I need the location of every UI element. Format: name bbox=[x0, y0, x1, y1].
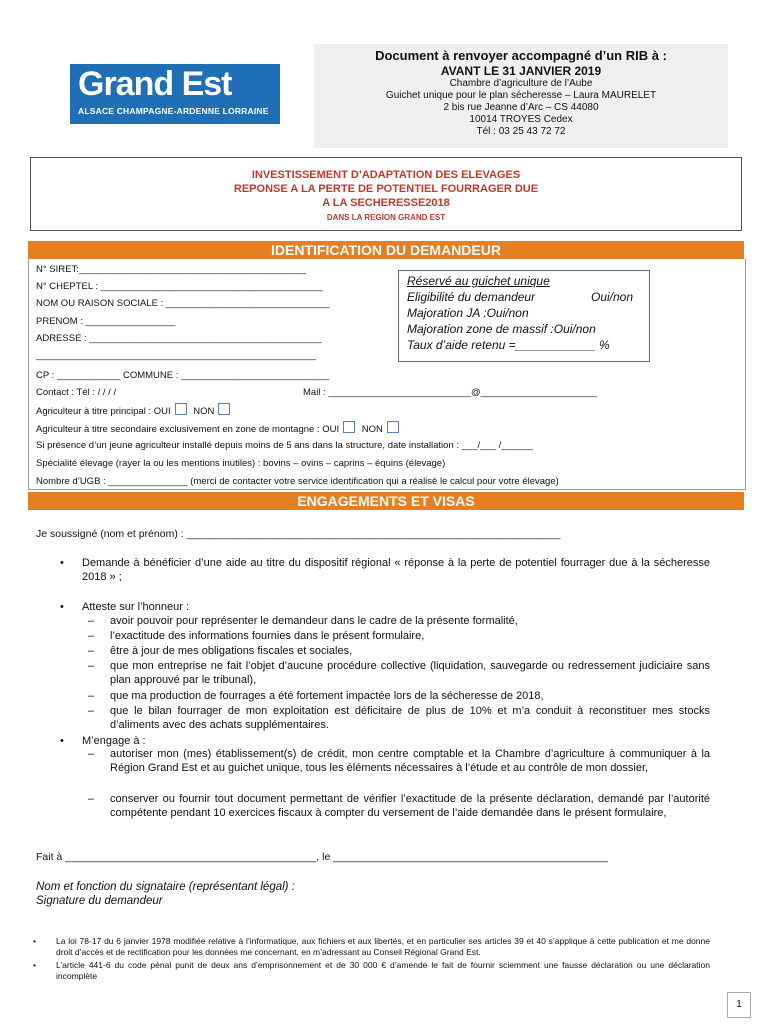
majoration-massif: Majoration zone de massif :Oui/non bbox=[407, 322, 596, 336]
jeune-agriculteur-field[interactable]: Si présence d’un jeune agriculteur installé depuis moins de 5 ans dans la structure, date installation : ___/___ /______ bbox=[36, 440, 533, 451]
contact-tel-field[interactable]: Contact : Tél : / / / / bbox=[36, 387, 117, 398]
fait-a-field[interactable]: Fait à ___________________________________________, le _______________________________________________ bbox=[36, 851, 608, 863]
signature-label: Signature du demandeur bbox=[36, 895, 163, 907]
return-address-box bbox=[314, 44, 728, 148]
dash: – bbox=[88, 793, 95, 805]
footnote-cnil: La loi 78-17 du 6 janvier 1978 modifiée relative à l’informatique, aux fichiers et aux libertés, et en particulier ses articles 39 et 40 s’applique à cette publication et me donne droit d’accès et de rectification pour les données me concernant, en m’adressant au Conseil Régional Grand Est. bbox=[56, 936, 710, 957]
bullet: • bbox=[60, 735, 64, 747]
secondaire-oui-checkbox[interactable] bbox=[343, 421, 355, 433]
dash: – bbox=[88, 645, 95, 657]
demande-text: Demande à bénéficier d’une aide au titre du dispositif régional « réponse à la perte de potentiel fourrager due à la sécheresse 2018 » ; bbox=[82, 557, 710, 583]
eligibilite-ouinon: Oui/non bbox=[591, 290, 634, 304]
bullet: • bbox=[33, 936, 36, 946]
reserve-guichet-box bbox=[398, 270, 650, 362]
page-number: 1 bbox=[727, 992, 751, 1018]
return-heading: Document à renvoyer accompagné d’un RIB à : bbox=[375, 48, 667, 63]
prenom-field[interactable]: PRENOM : _________________ bbox=[36, 316, 176, 327]
title-line: REPONSE A LA PERTE DE POTENTIEL FOURRAGER DUE bbox=[233, 183, 539, 195]
atteste-item: que le bilan fourrager de mon exploitation est déficitaire de plus de 10% et m’a conduit à reconstituer mes stocks d’aliments avec des achats supplémentaires. bbox=[110, 705, 710, 731]
footnote-penal: L’article 441-6 du code pénal punit de deux ans d’emprisonnement et de 30 000 € d’amende le fait de fournir sciemment une fausse déclaration ou une déclaration incomplète bbox=[56, 960, 710, 981]
secondaire-non-label: NON bbox=[361, 424, 383, 435]
logo-text: Grand Est bbox=[78, 65, 232, 103]
bullet: • bbox=[60, 601, 64, 613]
atteste-item: avoir pouvoir pour représenter le demandeur dans le cadre de la présente formalité, bbox=[110, 615, 518, 627]
document-title-box bbox=[30, 157, 742, 231]
mail-field[interactable]: Mail : ___________________________@______________________ bbox=[303, 387, 597, 398]
ugb-field[interactable]: Nombre d’UGB : _______________ (merci de contacter votre service identification qui a réalisé le calcul pour votre élevage) bbox=[36, 476, 559, 487]
nom-fonction-label: Nom et fonction du signataire (représentant légal) : bbox=[36, 881, 295, 893]
atteste-item: l’exactitude des informations fournies dans le présent formulaire, bbox=[110, 630, 425, 642]
address-line: 10014 TROYES Cedex bbox=[469, 114, 573, 125]
principal-non-label: NON bbox=[193, 406, 215, 417]
title-line: A LA SECHERESSE2018 bbox=[322, 197, 450, 209]
eligibilite-row bbox=[407, 289, 641, 305]
section-header-identification: IDENTIFICATION DU DEMANDEUR bbox=[28, 241, 744, 259]
cp-commune-field[interactable]: CP : ____________ COMMUNE : ____________________________ bbox=[36, 370, 329, 381]
title-line: INVESTISSEMENT D’ADAPTATION DES ELEVAGES bbox=[251, 169, 521, 181]
soussigne-field[interactable]: Je soussigné (nom et prénom) : ________________________________________________________________ bbox=[36, 528, 561, 540]
bullet: • bbox=[60, 557, 64, 569]
dash: – bbox=[88, 705, 95, 717]
grand-est-logo bbox=[70, 64, 280, 124]
engage-item: autoriser mon (mes) établissement(s) de crédit, mon centre comptable et la Chambre d’agriculture à communiquer à la Région Grand Est et au guichet unique, tous les éléments nécessaires à l’étude et au contrôle de mon dossier, bbox=[110, 748, 710, 774]
atteste-item: que mon entreprise ne fait l’objet d’aucune procédure collective (liquidation, sauvegarde ou redressement judiciaire sans plan approuvé par le tribunal), bbox=[110, 660, 710, 686]
title-region: DANS LA REGION GRAND EST bbox=[326, 213, 446, 222]
siret-field[interactable]: N° SIRET:___________________________________________ bbox=[36, 264, 307, 275]
section-header-engagements: ENGAGEMENTS ET VISAS bbox=[28, 492, 744, 510]
dash: – bbox=[88, 748, 95, 760]
address-line: 2 bis rue Jeanne d’Arc – CS 44080 bbox=[443, 102, 599, 113]
address-line: Tél : 03 25 43 72 72 bbox=[476, 126, 566, 137]
deadline: AVANT LE 31 JANVIER 2019 bbox=[440, 64, 602, 78]
specialite-field[interactable]: Spécialité élevage (rayer la ou les mentions inutiles) : bovins – ovins – caprins – équins (élevage) bbox=[36, 458, 446, 469]
principal-non-checkbox[interactable] bbox=[218, 403, 230, 415]
logo-subtext: ALSACE CHAMPAGNE-ARDENNE LORRAINE bbox=[78, 106, 269, 116]
dash: – bbox=[88, 630, 95, 642]
secondaire-row bbox=[36, 421, 403, 435]
principal-row bbox=[36, 403, 234, 417]
secondaire-label: Agriculteur à titre secondaire exclusivement en zone de montagne : OUI bbox=[36, 424, 340, 435]
cheptel-field[interactable]: N° CHEPTEL : __________________________________________ bbox=[36, 281, 323, 292]
secondaire-non-checkbox[interactable] bbox=[387, 421, 399, 433]
dash: – bbox=[88, 615, 95, 627]
atteste-item: que ma production de fourrages a été fortement impactée lors de la sécheresse de 2018, bbox=[110, 690, 544, 702]
atteste-item: être à jour de mes obligations fiscales et sociales, bbox=[110, 645, 353, 657]
address-line: Chambre d’agriculture de l’Aube bbox=[449, 78, 593, 89]
principal-label: Agriculteur à titre principal : OUI bbox=[36, 406, 171, 417]
raison-sociale-field[interactable]: NOM OU RAISON SOCIALE : _______________________________ bbox=[36, 298, 330, 309]
bullet: • bbox=[33, 960, 36, 970]
adresse-field[interactable]: ADRESSE : ____________________________________________ bbox=[36, 333, 322, 344]
atteste-label: Atteste sur l’honneur : bbox=[82, 601, 190, 613]
reserve-title: Réservé au guichet unique bbox=[407, 274, 550, 288]
adresse-field-2[interactable]: _____________________________________________________ bbox=[36, 350, 317, 361]
address-line: Guichet unique pour le plan sécheresse – Laura MAURELET bbox=[385, 90, 657, 101]
majoration-ja: Majoration JA :Oui/non bbox=[407, 306, 529, 320]
engage-item: conserver ou fournir tout document permettant de vérifier l’exactitude de la présente déclaration, demandé par l’autorité compétente pendant 10 exercices fiscaux à compter du versement de l’aide demandée dans le présent formulaire, bbox=[110, 793, 710, 819]
taux-aide: Taux d’aide retenu =____________ % bbox=[407, 338, 610, 352]
engage-label: M’engage à : bbox=[82, 735, 146, 747]
principal-oui-checkbox[interactable] bbox=[175, 403, 187, 415]
dash: – bbox=[88, 690, 95, 702]
eligibilite-label: Eligibilité du demandeur bbox=[407, 290, 536, 304]
dash: – bbox=[88, 660, 95, 672]
